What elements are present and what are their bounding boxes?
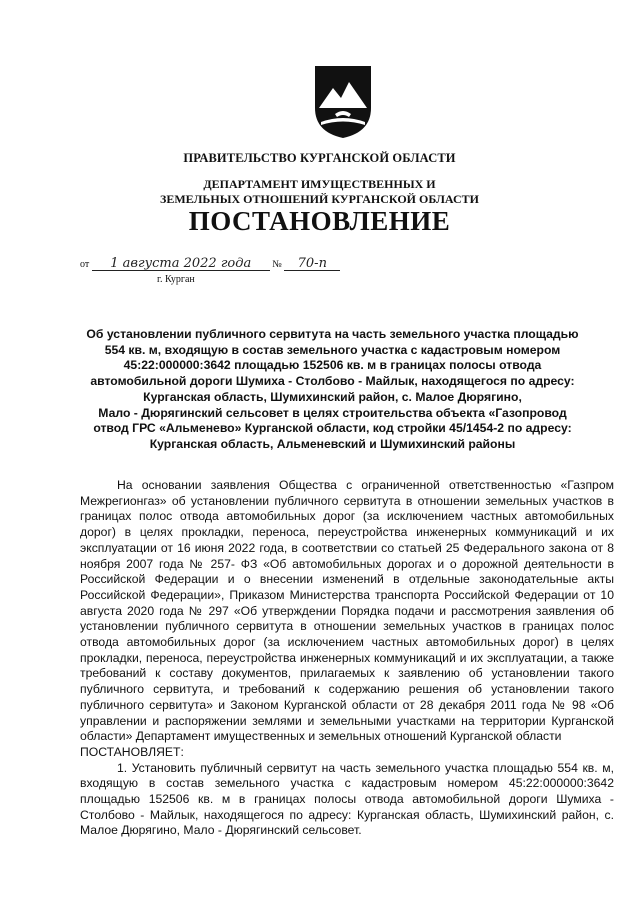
subject-line: Курганская область, Альменевский и Шумихинский районы	[149, 436, 516, 451]
subject-line: отвод ГРС «Альменево» Курганской области, код стройки 45/1454-2 по адресу:	[93, 421, 572, 436]
government-name: ПРАВИТЕЛЬСТВО КУРГАНСКОЙ ОБЛАСТИ	[183, 151, 456, 165]
subject-line: Мало - Дюрягинский сельсовет в целях строительства объекта «Газопровод	[98, 405, 567, 420]
document-body	[80, 478, 614, 839]
subject-line: Об установлении публичного сервитута на часть земельного участка площадью	[86, 327, 579, 341]
department-line-1: ДЕПАРТАМЕНТ ИМУЩЕСТВЕННЫХ И	[203, 177, 436, 191]
subject-line: 45:22:000000:3642 площадью 152506 кв. м в границах полосы отвода	[123, 358, 542, 373]
number-value: 70-п	[284, 257, 340, 271]
subject-heading	[60, 327, 605, 453]
department-name	[0, 177, 639, 207]
subject-line: Курганская область, Шумихинский район, с. Малое Дюрягино,	[143, 389, 522, 404]
number-label: №	[272, 259, 282, 270]
date-value: 1 августа 2022 года	[92, 257, 270, 271]
subject-line: 554 кв. м, входящую в состав земельного участка с кадастровым номером	[104, 342, 561, 357]
city-label: г. Курган	[157, 274, 195, 285]
date-number-line	[80, 257, 340, 271]
preamble-paragraph: На основании заявления Общества с ограниченной ответственностью «Газпром Межрегионгаз» об установлении публичного сервитута в отношении земельных участков в границах полос отвода автомобильных дорог (за исключением частных автомобильных дорог) в целях прокладки, переноса, переустройства инженерных коммуникаций и их эксплуатации от 16 июня 2022 года, в соответствии со статьей 25 Федерального закона от 8 ноября 2007 года № 257- ФЗ «Об автомобильных дорогах и о дорожной деятельности в Российской Федерации и о внесении изменений в отдельные законодательные акты Российской Федерации», Приказом Министерства транспорта Российской Федерации от 10 августа 2020 года № 297 «Об утверждении Порядка подачи и рассмотрения заявления об установлении публичного сервитута в отношении земельных участков в границах полос отвода автомобильных дорог (за исключением частных автомобильных дорог) в целях прокладки, переноса, переустройства инженерных коммуникаций и их эксплуатации, а также требований к составу документов, прилагаемых к заявлению об установлении такого публичного сервитута, и требований к содержанию решения об установлении такого публичного сервитута» и Законом Курганской области от 28 декабря 2011 года № 98 «Об управлении и распоряжении землями и земельными участками на территории Курганской области» Департамент имущественных и земельных отношений Курганской области	[80, 478, 614, 744]
from-label: от	[80, 259, 90, 270]
document-title: ПОСТАНОВЛЕНИЕ	[188, 206, 451, 236]
item-1-paragraph: 1. Установить публичный сервитут на часть земельного участка площадью 554 кв. м, входящую в состав земельного участка с кадастровым номером 45:22:000000:3642 площадью 152506 кв. м в границах полосы отвода автомобильной дороги Шумиха - Столбово - Майлык, находящегося по адресу: Курганская область, Шумихинский район, с. Малое Дюрягино, Мало - Дюрягинский сельсовет.	[80, 760, 614, 838]
resolves-label: ПОСТАНОВЛЯЕТ:	[80, 744, 184, 759]
department-line-2: ЗЕМЕЛЬНЫХ ОТНОШЕНИЙ КУРГАНСКОЙ ОБЛАСТИ	[159, 192, 479, 206]
subject-line: автомобильной дороги Шумиха - Столбово - Майлык, находящегося по адресу:	[90, 374, 575, 389]
coat-of-arms-emblem	[313, 64, 373, 140]
